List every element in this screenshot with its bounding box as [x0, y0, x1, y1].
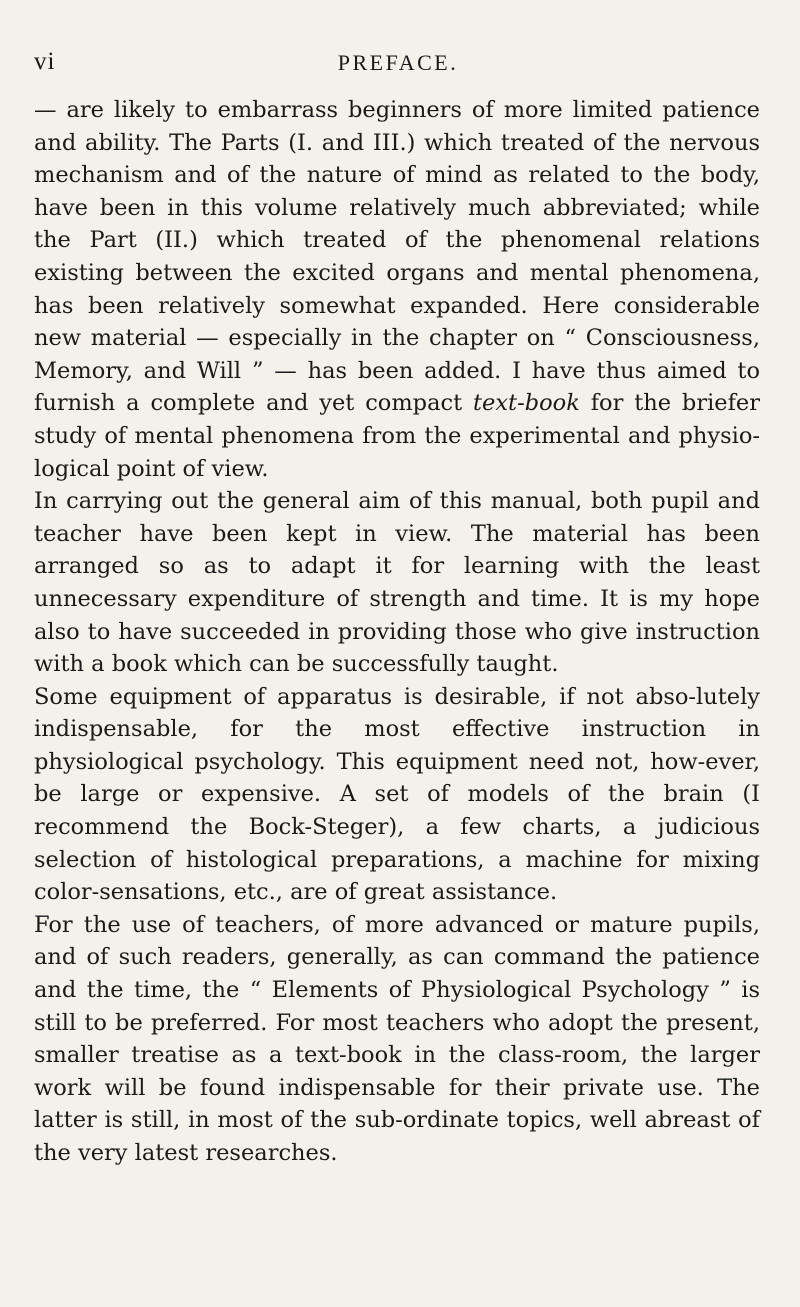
paragraph-2: In carrying out the general aim of this manual, both pupil and teacher have been kept in view. The material has been arranged so as to adapt it for learning with the least unnecessary expenditure of strength and time. It is my hope also to have succeeded in providing those who give instruction with a book which can be successfully taught.	[34, 488, 760, 678]
page-number: vi	[34, 48, 56, 75]
paragraph-1-text: — are likely to embarrass beginners of more limited patience and ability. The Parts (I. and III.) which treated of the nervous mechanism and of the nature of mind as related to the body, have been in this volume relatively much abbreviated; while the Part (II.) which treated of the phenomenal relations existing between the excited organs and mental phenomena, has been relatively somewhat expanded. Here considerable new material — especially in the chapter on “ Consciousness, Memory, and Will ” — has been added. I have thus aimed to furnish a complete and yet compact	[34, 97, 760, 417]
body-text	[34, 94, 760, 1170]
paragraph-4: For the use of teachers, of more advanced or mature pupils, and of such readers, generally, as can command the patience and the time, the “ Elements of Physiological Psychology ” is still to be preferred. For most teachers who adopt the present, smaller treatise as a text-book in the class-room, the larger work will be found indispensable for their private use. The latter is still, in most of the sub-ordinate topics, well abreast of the very latest researches.	[34, 911, 760, 1166]
paragraph-1	[34, 94, 760, 485]
paragraph-3: Some equipment of apparatus is desirable, if not abso-lutely indispensable, for the most effective instruction in physiological psychology. This equipment need not, how-ever, be large or expensive. A set of models of the brain (I recommend the Bock-Steger), a few charts, a judicious selection of histological preparations, a machine for mixing color-sensations, etc., are of great assistance.	[34, 683, 760, 906]
page-header	[34, 48, 762, 80]
emphasis-text-book: text-book	[473, 390, 580, 417]
paragraph-1-text-end: for the briefer study of mental phenomena from the experimental and physio-logical point of view.	[34, 390, 760, 482]
running-head: PREFACE.	[337, 50, 459, 75]
